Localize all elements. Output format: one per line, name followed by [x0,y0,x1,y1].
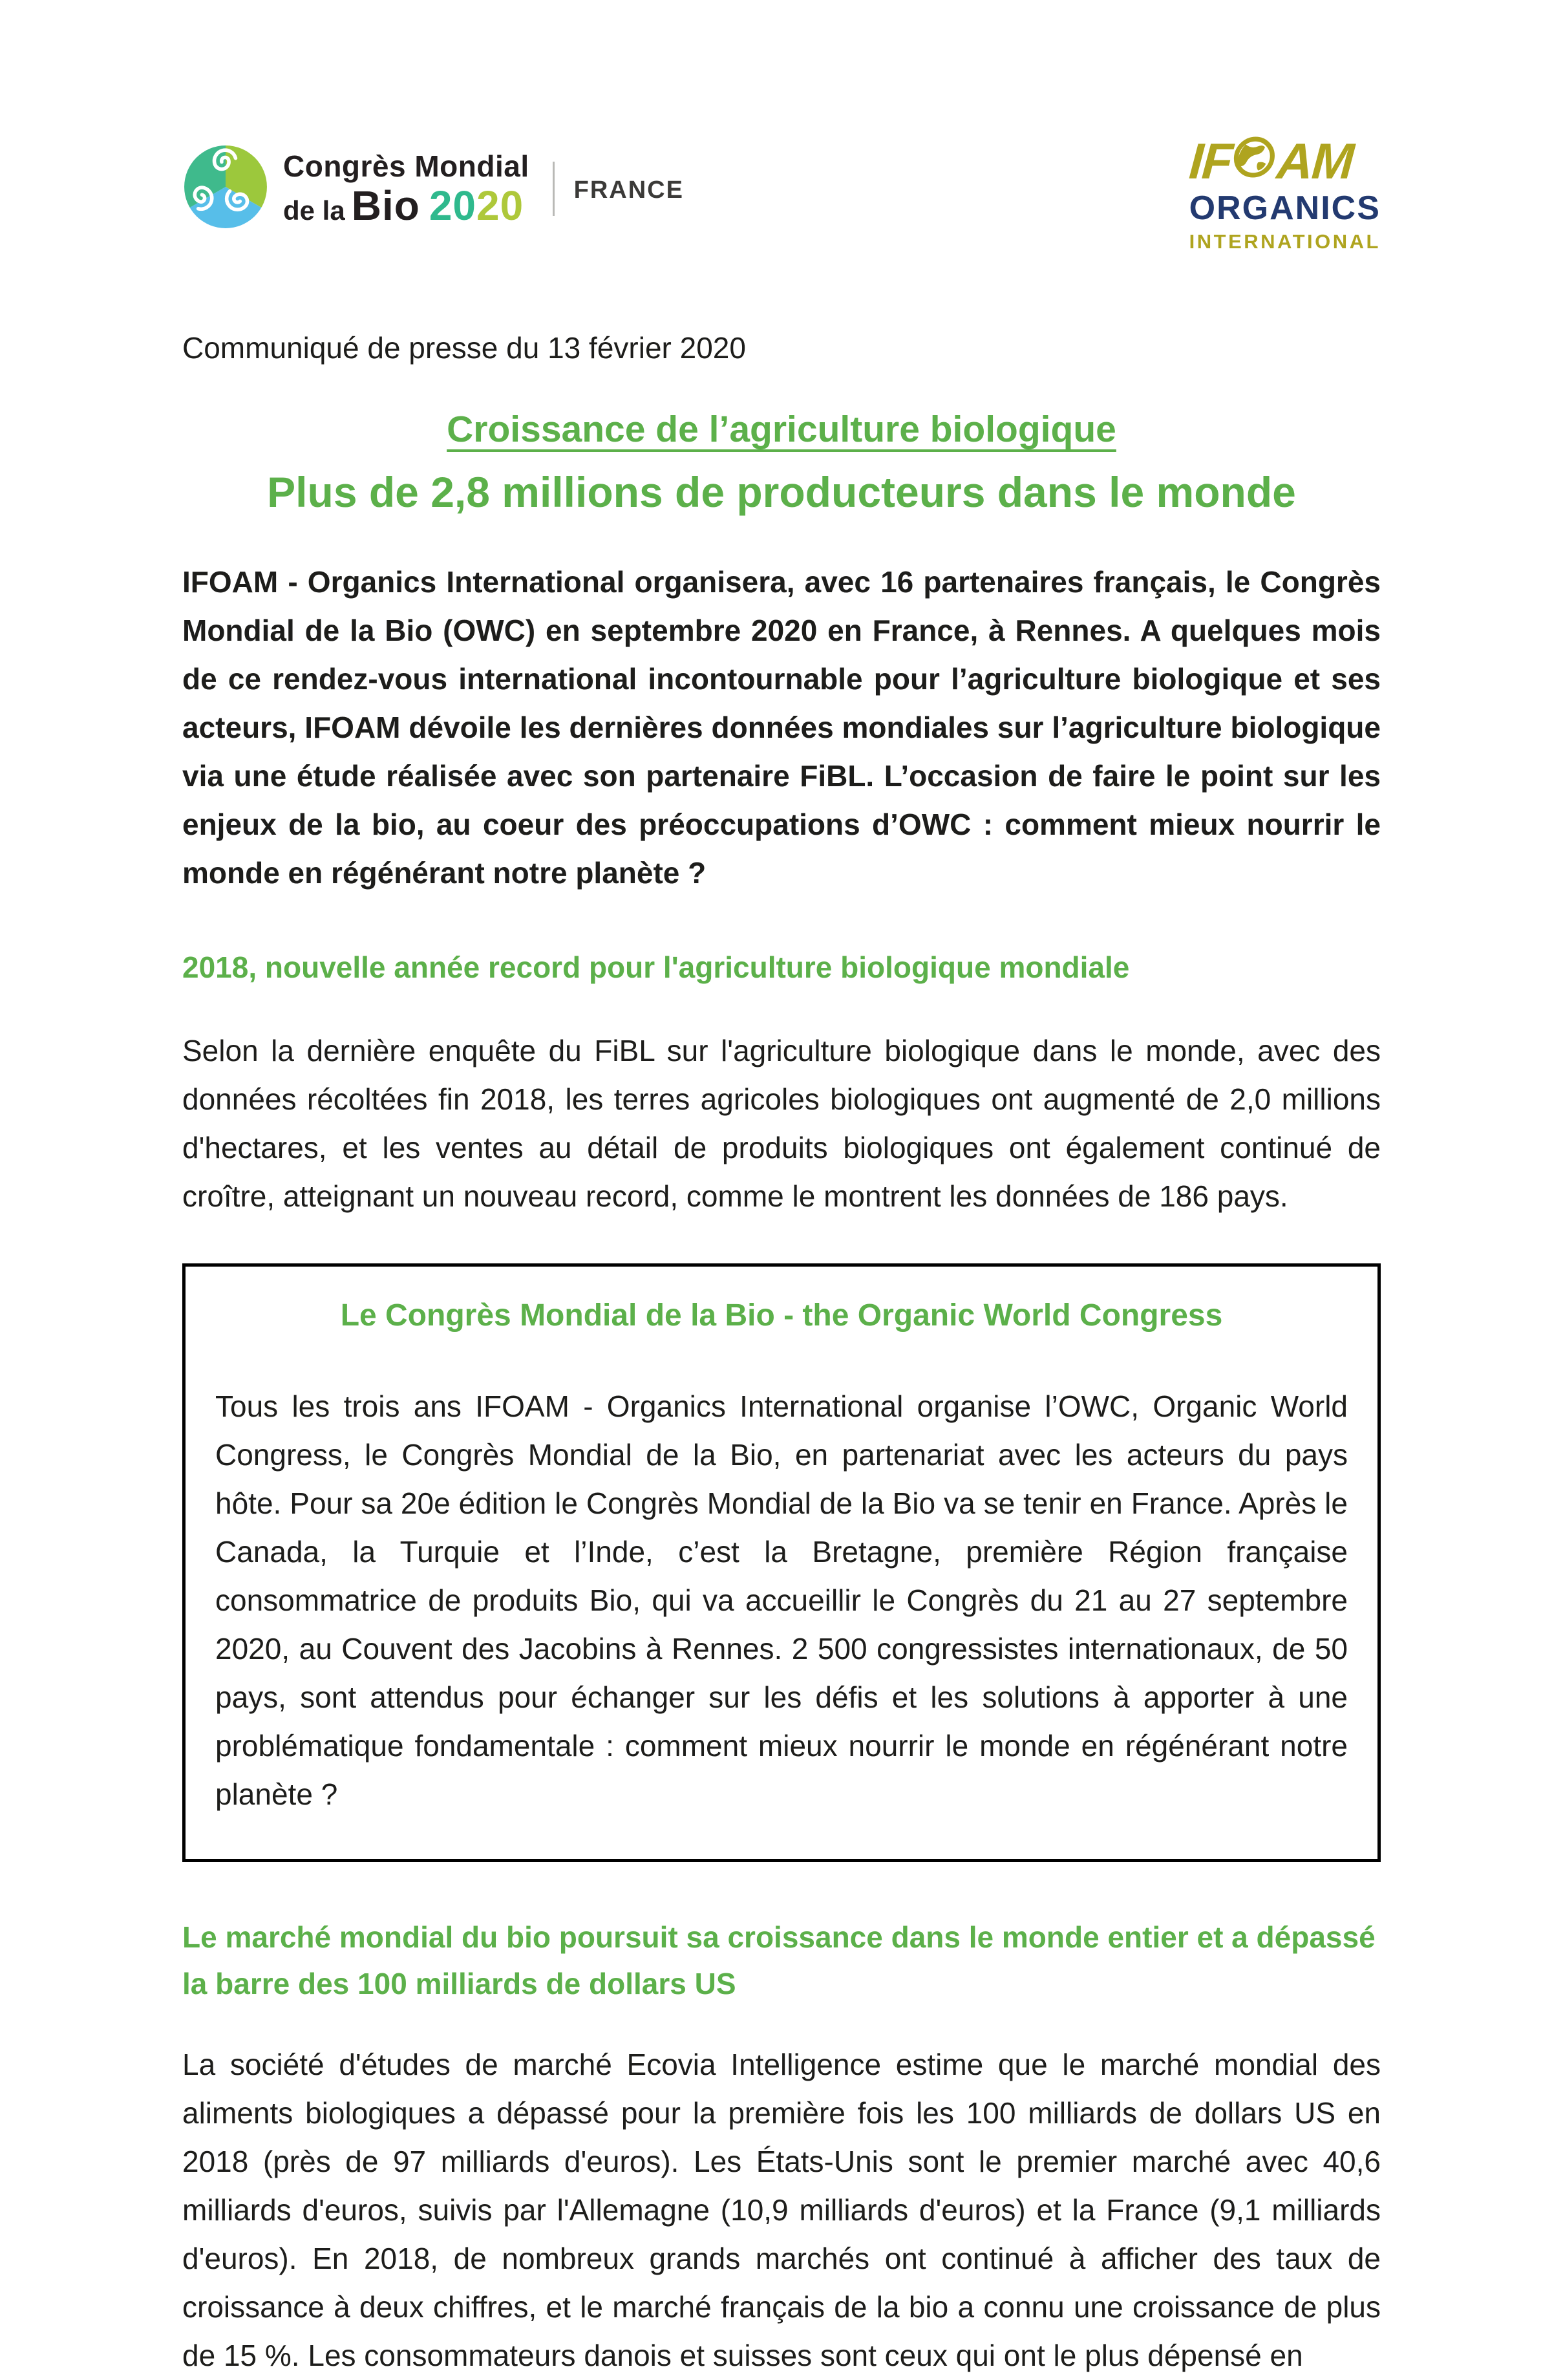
section2-heading: Le marché mondial du bio poursuit sa croissance dans le monde entier et a dépassé la barre des 100 milliards de dollars US [182,1920,1376,2000]
section1-paragraph: Selon la dernière enquête du FiBL sur l'agriculture biologique dans le monde, avec des données récoltées fin 2018, les terres agricoles biologiques ont augmenté de 2,0 millions d'hectares, et les ventes au détail de produits biologiques ont également continué de croître, atteignant un nouveau record, comme le montrent les données de 186 pays. [182,1034,1381,1213]
ifoam-logo-name [1187,133,1383,189]
owc-logo-line1: Congrès Mondial [283,149,529,183]
section1-heading: 2018, nouvelle année record pour l'agriculture biologique mondiale [182,950,1130,984]
owc-logo-line2 [283,182,529,229]
header-logos [182,133,1381,263]
ifoam-name-prefix: IF [1187,133,1234,189]
triskelion-spiral-icon [182,144,269,233]
press-release-date: Communiqué de presse du 13 février 2020 [182,331,746,365]
owc-year-part2: 20 [476,182,524,229]
owc-logo-text [283,149,529,229]
info-box-paragraph: Tous les trois ans IFOAM - Organics International organise l’OWC, Organic World Congress, le Congrès Mondial de la Bio, en partenariat avec les acteurs du pays hôte. Pour sa 20e édition le Congrès Mondial de la Bio va se tenir en France. Après le Canada, la Turquie et l’Inde, c’est la Bretagne, première Région française consommatrice de produits Bio, qui va accueillir le Congrès du 21 au 27 septembre 2020, au Couvent des Jacobins à Rennes. 2 500 congressistes internationaux, de 50 pays, sont attendus pour échanger sur les défis et les solutions à apporter à une problématique fondamentale : comment mieux nourrir le monde en régénérant notre planète ? [215,1389,1348,1811]
main-title-line2: Plus de 2,8 millions de producteurs dans le monde [267,468,1296,516]
ifoam-name-suffix: AM [1274,133,1355,189]
info-box-title: Le Congrès Mondial de la Bio - the Organic World Congress [340,1298,1223,1333]
logo-divider [553,162,555,216]
owc-year-part1: 20 [429,182,476,229]
ifoam-logo-organics: ORGANICS [1189,189,1381,227]
main-title-line1: Croissance de l’agriculture biologique [447,409,1116,450]
owc-logo-year [429,182,524,229]
owc-logo-dela: de la [283,195,345,226]
section2-paragraph: La société d'études de marché Ecovia Intelligence estime que le marché mondial des aliments biologiques a dépassé pour la première fois les 100 milliards de dollars US en 2018 (près de 97 milliards d'euros). Les États-Unis sont le premier marché avec 40,6 milliards d'euros, suivis par l'Allemagne (10,9 milliards d'euros) et la France (9,1 milliards d'euros). En 2018, de nombreux grands marchés ont continué à afficher des taux de croissance à deux chiffres, et le marché français de la bio a connu une croissance de plus de 15 %. Les consommateurs danois et suisses sont ceux qui ont le plus dépensé en [182,2048,1381,2372]
ifoam-logo-international: INTERNATIONAL [1189,230,1381,253]
intro-paragraph: IFOAM - Organics International organisera, avec 16 partenaires français, le Congrès Mondial de la Bio (OWC) en septembre 2020 en France, à Rennes. A quelques mois de ce rendez-vous international incontournable pour l’agriculture biologique et ses acteurs, IFOAM dévoile les dernières données mondiales sur l’agriculture biologique via une étude réalisée avec son partenaire FiBL. L’occasion de faire le point sur les enjeux de la bio, au coeur des préoccupations d’OWC : comment mieux nourrir le monde en régénérant notre planète ? [182,565,1381,890]
owc-info-box [182,1263,1381,1862]
owc-2020-logo [182,144,684,233]
owc-logo-bio: Bio [351,182,420,229]
owc-logo-country: FRANCE [573,177,684,204]
globe-icon [1231,136,1277,186]
ifoam-logo [1187,133,1381,253]
